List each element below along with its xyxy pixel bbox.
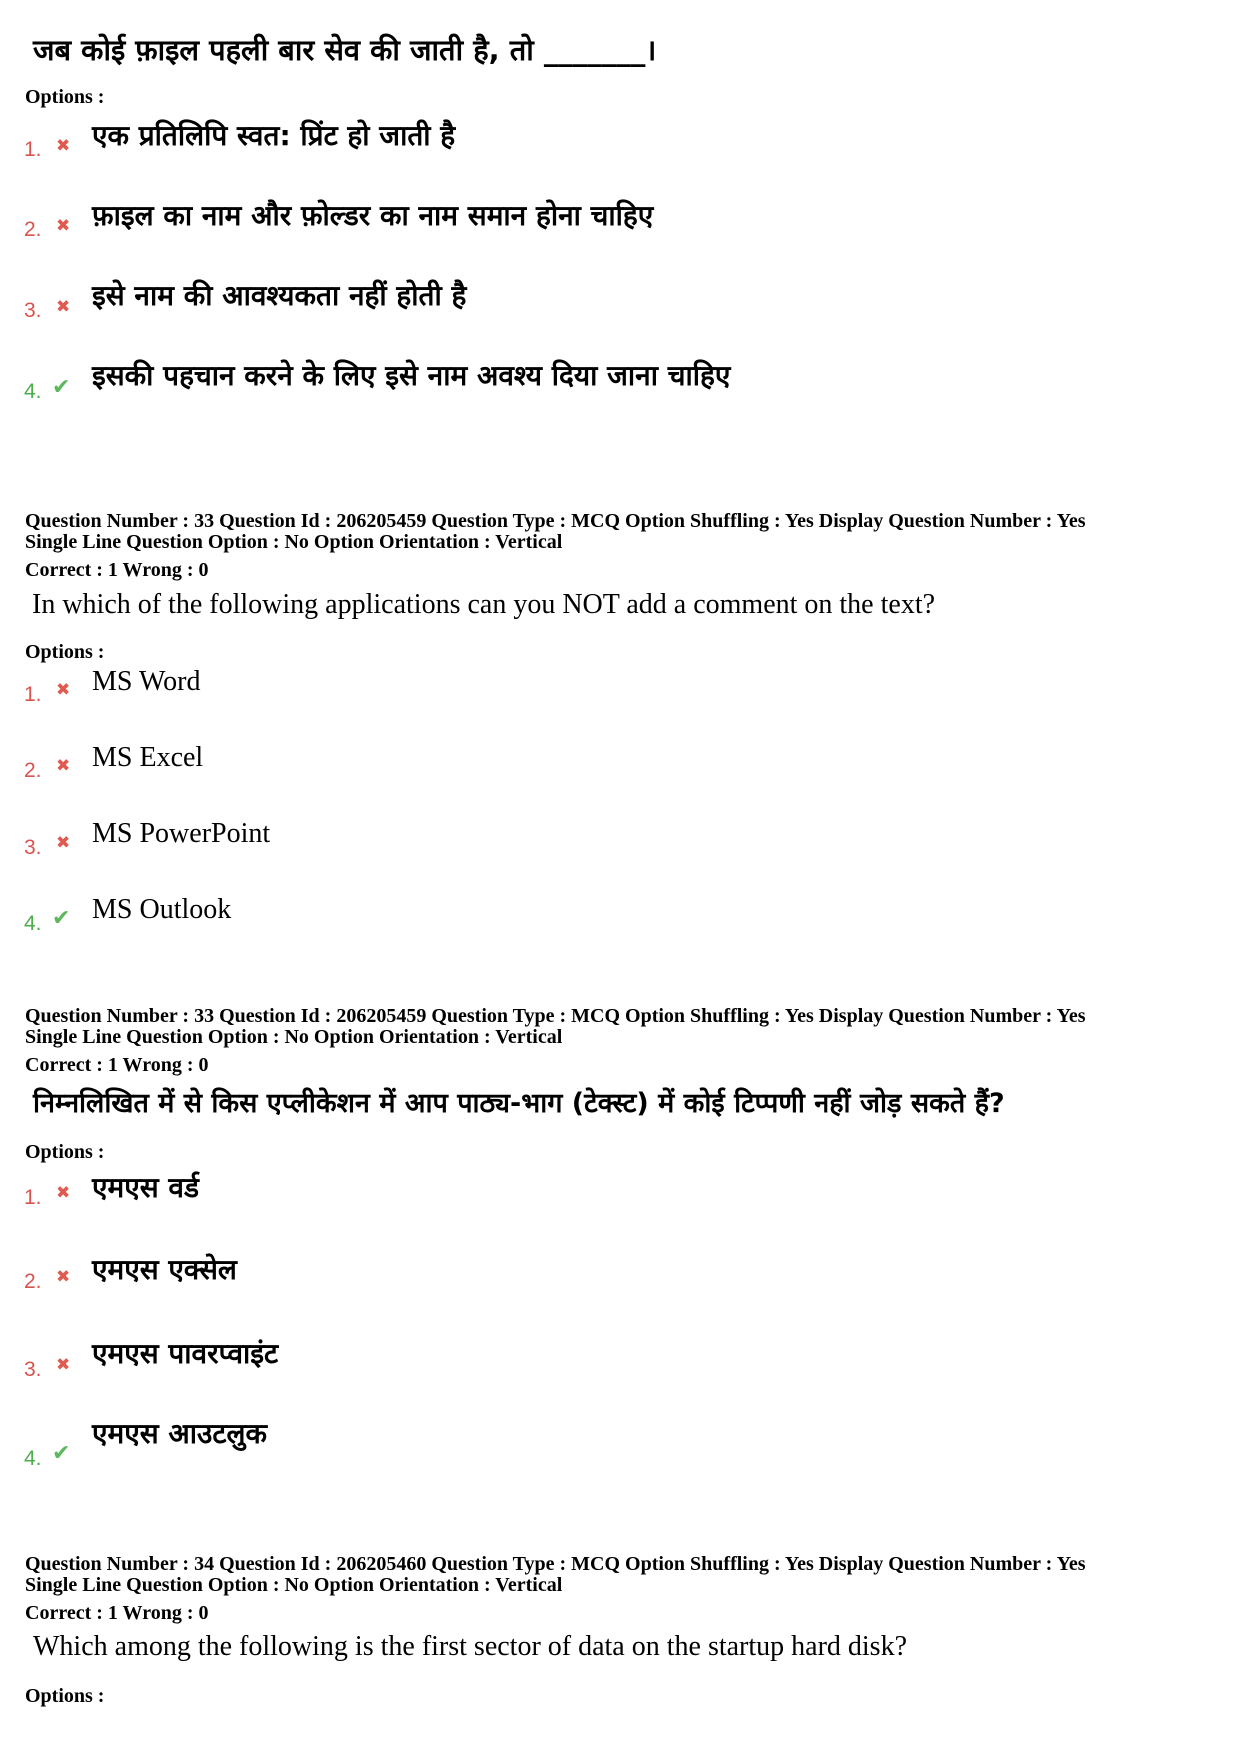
question-meta-line2: Single Line Question Option : No Option Orientation : Vertical — [25, 1026, 563, 1048]
wrong-mark-icon: ✖ — [56, 1355, 71, 1375]
option-number: 4. — [24, 912, 42, 935]
wrong-mark-icon: ✖ — [56, 1267, 71, 1287]
options-label: Options : — [25, 1141, 105, 1163]
question-text: In which of the following applications can you NOT add a comment on the text? — [32, 589, 936, 620]
question-meta-line1: Question Number : 33 Question Id : 206205459 Question Type : MCQ Option Shuffling : Yes Display Question Number : Yes — [25, 510, 1086, 532]
option-number: 2. — [24, 1270, 42, 1293]
wrong-mark-icon: ✖ — [56, 756, 71, 776]
option-number: 3. — [24, 1358, 42, 1381]
question-meta-line1: Question Number : 34 Question Id : 206205460 Question Type : MCQ Option Shuffling : Yes Display Question Number : Yes — [25, 1553, 1086, 1575]
option-text: MS Excel — [92, 742, 204, 773]
wrong-mark-icon: ✖ — [56, 833, 71, 853]
wrong-mark-icon: ✖ — [56, 297, 71, 317]
question-text: जब कोई फ़ाइल पहली बार सेव की जाती है, तो _______। — [33, 33, 657, 67]
wrong-mark-icon: ✖ — [56, 216, 71, 236]
wrong-mark-icon: ✖ — [56, 680, 71, 700]
option-text: MS Word — [92, 666, 201, 697]
option-number: 1. — [24, 138, 42, 161]
option-number: 3. — [24, 836, 42, 859]
option-text: इसकी पहचान करने के लिए इसे नाम अवश्य दिया जाना चाहिए — [92, 359, 731, 392]
option-text: एमएस पावरप्वाइंट — [92, 1337, 279, 1370]
correct-check-icon: ✔ — [52, 906, 71, 931]
option-number: 2. — [24, 218, 42, 241]
question-text: निम्नलिखित में से किस एप्लीकेशन में आप पाठ्य-भाग (टेक्स्ट) में कोई टिप्पणी नहीं जोड़ सकते हैं? — [33, 1088, 1005, 1119]
question-meta-line2: Single Line Question Option : No Option Orientation : Vertical — [25, 1574, 563, 1596]
option-text: एमएस एक्सेल — [92, 1253, 237, 1286]
options-label: Options : — [25, 641, 105, 663]
option-text: फ़ाइल का नाम और फ़ोल्डर का नाम समान होना चाहिए — [92, 199, 654, 232]
option-text: MS Outlook — [92, 894, 232, 925]
option-text: एमएस वर्ड — [92, 1171, 199, 1204]
question-meta-line1: Question Number : 33 Question Id : 206205459 Question Type : MCQ Option Shuffling : Yes Display Question Number : Yes — [25, 1005, 1086, 1027]
question-meta-line2: Single Line Question Option : No Option Orientation : Vertical — [25, 531, 563, 553]
option-number: 3. — [24, 299, 42, 322]
option-number: 4. — [24, 1447, 42, 1470]
option-text: एमएस आउटलुक — [92, 1417, 267, 1450]
options-label: Options : — [25, 1685, 105, 1707]
wrong-mark-icon: ✖ — [56, 136, 71, 156]
question-marks: Correct : 1 Wrong : 0 — [25, 559, 209, 581]
question-marks: Correct : 1 Wrong : 0 — [25, 1054, 209, 1076]
option-number: 2. — [24, 759, 42, 782]
option-text: इसे नाम की आवश्यकता नहीं होती है — [92, 279, 467, 312]
option-text: एक प्रतिलिपि स्वत: प्रिंट हो जाती है — [92, 119, 456, 152]
question-marks: Correct : 1 Wrong : 0 — [25, 1602, 209, 1624]
option-text: MS PowerPoint — [92, 818, 271, 849]
wrong-mark-icon: ✖ — [56, 1183, 71, 1203]
option-number: 1. — [24, 683, 42, 706]
correct-check-icon: ✔ — [52, 375, 71, 400]
correct-check-icon: ✔ — [52, 1441, 71, 1466]
options-label: Options : — [25, 86, 105, 108]
option-number: 1. — [24, 1186, 42, 1209]
option-number: 4. — [24, 380, 42, 403]
question-text: Which among the following is the first sector of data on the startup hard disk? — [33, 1631, 908, 1662]
